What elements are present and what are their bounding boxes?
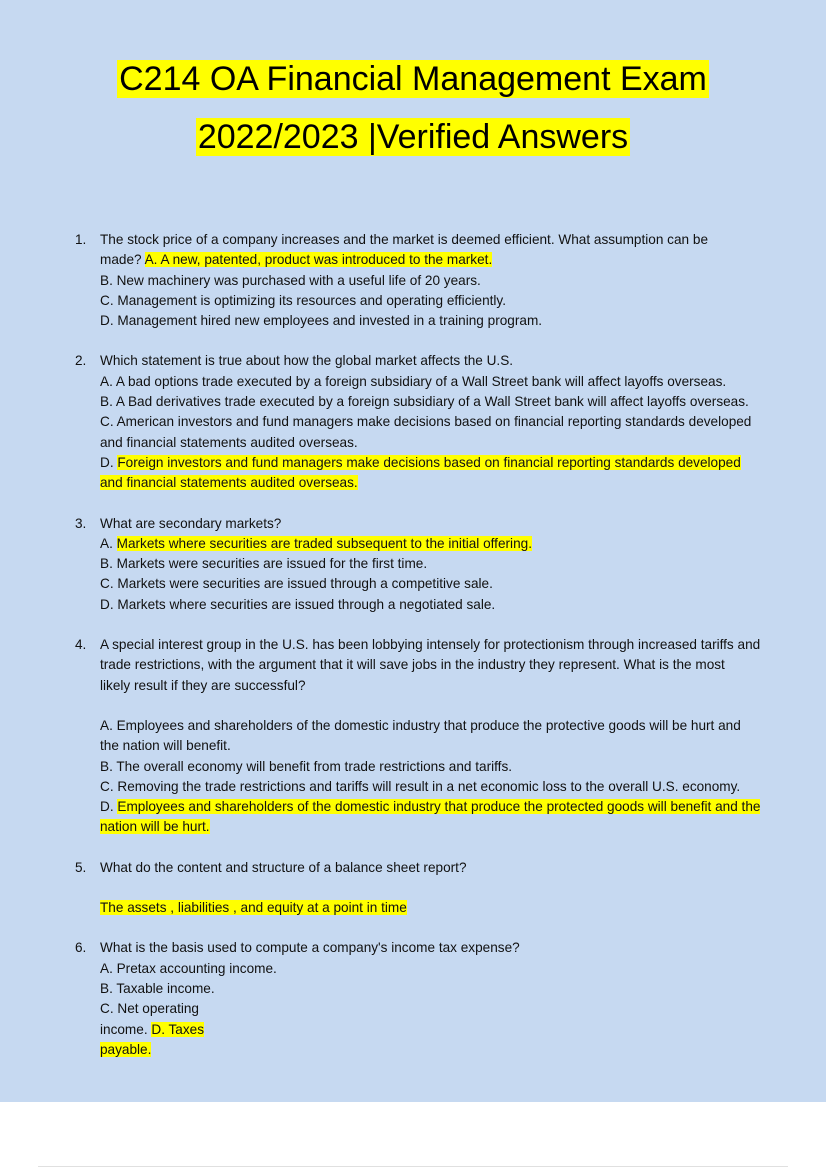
correct-answer-line: D. Foreign investors and fund managers make decisions based on financial reporting standards developed <box>100 454 741 470</box>
correct-answer-line: D. Employees and shareholders of the domestic industry that produce the protected goods will benefit and the <box>100 799 761 815</box>
title-line-2: 2022/2023 |Verified Answers <box>197 118 629 156</box>
question-1 <box>72 230 792 331</box>
option: B. A Bad derivatives trade executed by a foreign subsidiary of a Wall Street bank will affect layoffs overseas. <box>100 394 749 410</box>
correct-answer-line <box>100 1040 792 1060</box>
question-stem: What is the basis used to compute a company's income tax expense? <box>100 940 520 956</box>
option: C. Management is optimizing its resources and operating efficiently. <box>100 292 506 308</box>
correct-answer: Markets where securities are traded subsequent to the initial offering. <box>116 535 532 551</box>
option: D. Management hired new employees and invested in a training program. <box>100 313 543 329</box>
correct-answer-continued: payable. <box>100 1041 152 1057</box>
correct-answer-line <box>100 817 792 837</box>
option: A. Employees and shareholders of the domestic industry that produce the protective goods will be hurt and <box>100 717 741 733</box>
question-2 <box>72 351 792 493</box>
option: C. Markets were securities are issued through a competitive sale. <box>100 576 493 592</box>
correct-answer-continued: nation will be hurt. <box>100 819 210 835</box>
question-stem: What are secondary markets? <box>100 515 282 531</box>
correct-answer: Employees and shareholders of the domestic industry that produce the protected goods will benefit and the <box>117 799 761 815</box>
question-list <box>72 230 792 1080</box>
option: and financial statements audited overseas. <box>100 434 358 450</box>
option: C. Net operating <box>100 1001 199 1017</box>
document-title <box>0 50 826 166</box>
question-number: 4. <box>75 637 87 653</box>
question-number: 5. <box>75 859 87 875</box>
question-stem: Which statement is true about how the global market affects the U.S. <box>100 353 514 369</box>
question-number: 6. <box>75 940 87 956</box>
question-4 <box>72 635 792 838</box>
correct-answer-continued: and financial statements audited overseas. <box>100 475 358 491</box>
correct-answer-line: A. Markets where securities are traded subsequent to the initial offering. <box>100 535 532 551</box>
question-stem: A special interest group in the U.S. has been lobbying intensely for protectionism through increased tariffs and <box>100 637 761 653</box>
question-stem: What do the content and structure of a balance sheet report? <box>100 859 467 875</box>
option: B. The overall economy will benefit from trade restrictions and tariffs. <box>100 758 513 774</box>
correct-answer: D. Taxes <box>151 1021 205 1037</box>
question-stem: trade restrictions, with the argument that it will save jobs in the industry they represent. What is the most <box>100 657 725 673</box>
question-6 <box>72 938 792 1060</box>
question-stem-continued: made? A. A new, patented, product was introduced to the market. <box>100 252 493 268</box>
question-stem: likely result if they are successful? <box>100 677 306 693</box>
correct-answer: A. A new, patented, product was introduced to the market. <box>144 252 493 268</box>
option: A. A bad options trade executed by a foreign subsidiary of a Wall Street bank will affect layoffs overseas. <box>100 373 727 389</box>
option: B. Taxable income. <box>100 980 215 996</box>
question-number: 1. <box>75 232 87 247</box>
correct-answer-line: income. D. Taxes <box>100 1021 205 1037</box>
correct-answer-line <box>100 473 792 493</box>
correct-answer-line <box>100 898 792 918</box>
question-number: 2. <box>75 353 87 369</box>
title-line-1: C214 OA Financial Management Exam <box>119 60 707 98</box>
question-number: 3. <box>75 515 87 531</box>
correct-answer: Foreign investors and fund managers make decisions based on financial reporting standards developed <box>117 454 741 470</box>
correct-answer: The assets , liabilities , and equity at a point in time <box>100 900 407 916</box>
option: B. Markets were securities are issued for the first time. <box>100 556 428 572</box>
option: the nation will benefit. <box>100 738 231 754</box>
question-5 <box>72 858 792 919</box>
option: C. Removing the trade restrictions and tariffs will result in a net economic loss to the overall U.S. economy. <box>100 778 741 794</box>
option: B. New machinery was purchased with a useful life of 20 years. <box>100 272 481 288</box>
page-divider <box>38 1166 788 1167</box>
question-3 <box>72 514 792 615</box>
option: D. Markets where securities are issued through a negotiated sale. <box>100 596 496 612</box>
option: A. Pretax accounting income. <box>100 960 277 976</box>
question-stem: The stock price of a company increases and the market is deemed efficient. What assumption can be <box>100 232 709 247</box>
option: C. American investors and fund managers make decisions based on financial reporting standards developed <box>100 414 752 430</box>
